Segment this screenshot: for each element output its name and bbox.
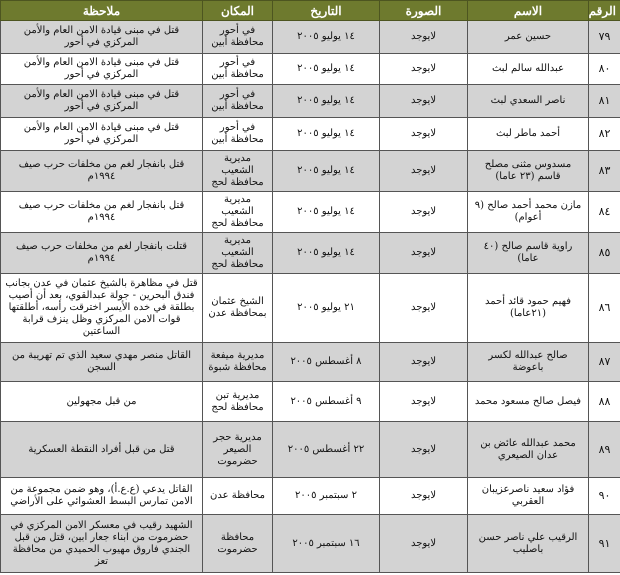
cell-photo: لايوجد [380,151,468,192]
table-row [1,274,620,343]
cell-note: قتل من قبل أفراد النقطة العسكرية [1,422,203,478]
cell-name: فيصل صالح مسعود محمد [468,382,589,422]
cell-place: مديرية حجر الصيعر حضرموت [203,422,273,478]
header-note: ملاحظة [1,1,203,21]
cell-date: ٢١ يوليو ٢٠٠٥ [273,274,380,343]
cell-num: ٩٠ [589,478,620,515]
header-photo: الصورة [380,1,468,21]
cell-num: ٨٠ [589,54,620,85]
cell-photo: لايوجد [380,478,468,515]
cell-place: محافظة عدن [203,478,273,515]
table-row [1,118,620,151]
cell-photo: لايوجد [380,233,468,274]
table-row [1,233,620,274]
cell-num: ٨٦ [589,274,620,343]
header-name: الاسم [468,1,589,21]
cell-photo: لايوجد [380,274,468,343]
cell-photo: لايوجد [380,422,468,478]
cell-photo: لايوجد [380,118,468,151]
cell-name: ناصر السعدي لبث [468,85,589,118]
cell-num: ٨١ [589,85,620,118]
table-row [1,343,620,382]
cell-note: قتلت بانفجار لغم من مخلفات حرب صيف ١٩٩٤م [1,233,203,274]
cell-photo: لايوجد [380,382,468,422]
cell-num: ٨٨ [589,382,620,422]
cell-note: الشهيد رقيب في معسكر الامن المركزي في حضرموت من ابناء جعار ابين، قتل من قبل الجندي فاروق مهيوب الحميدي من محافظة تعز [1,515,203,573]
cell-place: مديرية الشعيب محافظة لحج [203,192,273,233]
cell-note: قتل في مبنى قيادة الامن العام والأمن المركزي في أحور [1,85,203,118]
cell-photo: لايوجد [380,54,468,85]
table-row [1,192,620,233]
cell-note: قتل في مبنى قيادة الامن العام والأمن المركزي في أحور [1,118,203,151]
cell-note: قتل بانفجار لغم من مخلفات حرب صيف ١٩٩٤م [1,192,203,233]
cell-name: أحمد ماطر لبث [468,118,589,151]
cell-name: مازن محمد أحمد صالح (٩ أعوام) [468,192,589,233]
table-row [1,478,620,515]
cell-place: في أحور محافظة أبين [203,85,273,118]
cell-date: ١٤ يوليو ٢٠٠٥ [273,151,380,192]
cell-place: مديرية تبن محافظة لحج [203,382,273,422]
table-row [1,151,620,192]
table-row [1,382,620,422]
cell-note: القاتل يدعي (ع.ع.أ)، وهو ضمن مجموعة من الامن تمارس البسط العشوائي على الأراضي [1,478,203,515]
cell-photo: لايوجد [380,343,468,382]
cell-name: فؤاد سعيد ناصرعزيبان العقربي [468,478,589,515]
table-row [1,422,620,478]
cell-num: ٨٢ [589,118,620,151]
cell-name: صالح عبدالله لكسر باعوضة [468,343,589,382]
table-row [1,21,620,54]
cell-name: فهيم حمود قائد أحمد (٢١عاما) [468,274,589,343]
cell-place: في أحور محافظة أبين [203,54,273,85]
cell-photo: لايوجد [380,85,468,118]
cell-date: ٢ سبتمبر ٢٠٠٥ [273,478,380,515]
cell-note: من قبل مجهولين [1,382,203,422]
cell-date: ١٤ يوليو ٢٠٠٥ [273,233,380,274]
cell-place: الشيخ عثمان بمحافظة عدن [203,274,273,343]
cell-date: ٢٢ أغسطس ٢٠٠٥ [273,422,380,478]
header-date: التاريخ [273,1,380,21]
cell-date: ٨ أغسطس ٢٠٠٥ [273,343,380,382]
header-num: الرقم [589,1,620,21]
cell-note: قتل في مظاهرة بالشيخ عثمان في عدن بجانب فندق البحرين - جولة عبدالقوي، بعد أن أصيب بطلقة في خده الأيسر اخترقت رأسه، أطلقتها قوات الامن المركزي وظل ينزف قرابة الساعتين [1,274,203,343]
table-row [1,85,620,118]
cell-num: ٨٥ [589,233,620,274]
cell-photo: لايوجد [380,515,468,573]
cell-num: ٧٩ [589,21,620,54]
cell-name: محمد عبدالله عائض بن عدان الصيعري [468,422,589,478]
cell-note: قتل في مبنى قيادة الامن العام والأمن المركزي في أحور [1,54,203,85]
cell-photo: لايوجد [380,192,468,233]
cell-note: القاتل منصر مهدي سعيد الذي تم تهريبة من السجن [1,343,203,382]
cell-date: ٩ أغسطس ٢٠٠٥ [273,382,380,422]
cell-photo: لايوجد [380,21,468,54]
cell-place: في أحور محافظة أبين [203,118,273,151]
header-place: المكان [203,1,273,21]
cell-name: عبدالله سالم لبث [468,54,589,85]
cell-note: قتل بانفجار لغم من مخلفات حرب صيف ١٩٩٤م [1,151,203,192]
cell-date: ١٦ سبتمبر ٢٠٠٥ [273,515,380,573]
cell-date: ١٤ يوليو ٢٠٠٥ [273,192,380,233]
cell-place: محافظة حضرموت [203,515,273,573]
cell-date: ١٤ يوليو ٢٠٠٥ [273,118,380,151]
cell-place: مديرية الشعيب محافظة لحج [203,233,273,274]
table-row [1,515,620,573]
cell-num: ٨٧ [589,343,620,382]
cell-place: مديرية ميفعة محافظة شبوة [203,343,273,382]
cell-num: ٨٤ [589,192,620,233]
cell-name: مسدوس مثنى مصلح قاسم (٢٣ عاما) [468,151,589,192]
table-header-row [1,1,620,21]
cell-num: ٩١ [589,515,620,573]
cell-place: مديرية الشعيب محافظة لحج [203,151,273,192]
cell-date: ١٤ يوليو ٢٠٠٥ [273,85,380,118]
cell-num: ٨٣ [589,151,620,192]
cell-place: في أحور محافظة أبين [203,21,273,54]
cell-note: قتل في مبنى قيادة الامن العام والأمن المركزي في أحور [1,21,203,54]
cell-date: ١٤ يوليو ٢٠٠٥ [273,21,380,54]
cell-num: ٨٩ [589,422,620,478]
cell-name: الرقيب علي ناصر حسن باصليب [468,515,589,573]
table-row [1,54,620,85]
cell-name: حسين عمر [468,21,589,54]
cell-name: راوية قاسم صالح (٤٠ عاما) [468,233,589,274]
cell-date: ١٤ يوليو ٢٠٠٥ [273,54,380,85]
